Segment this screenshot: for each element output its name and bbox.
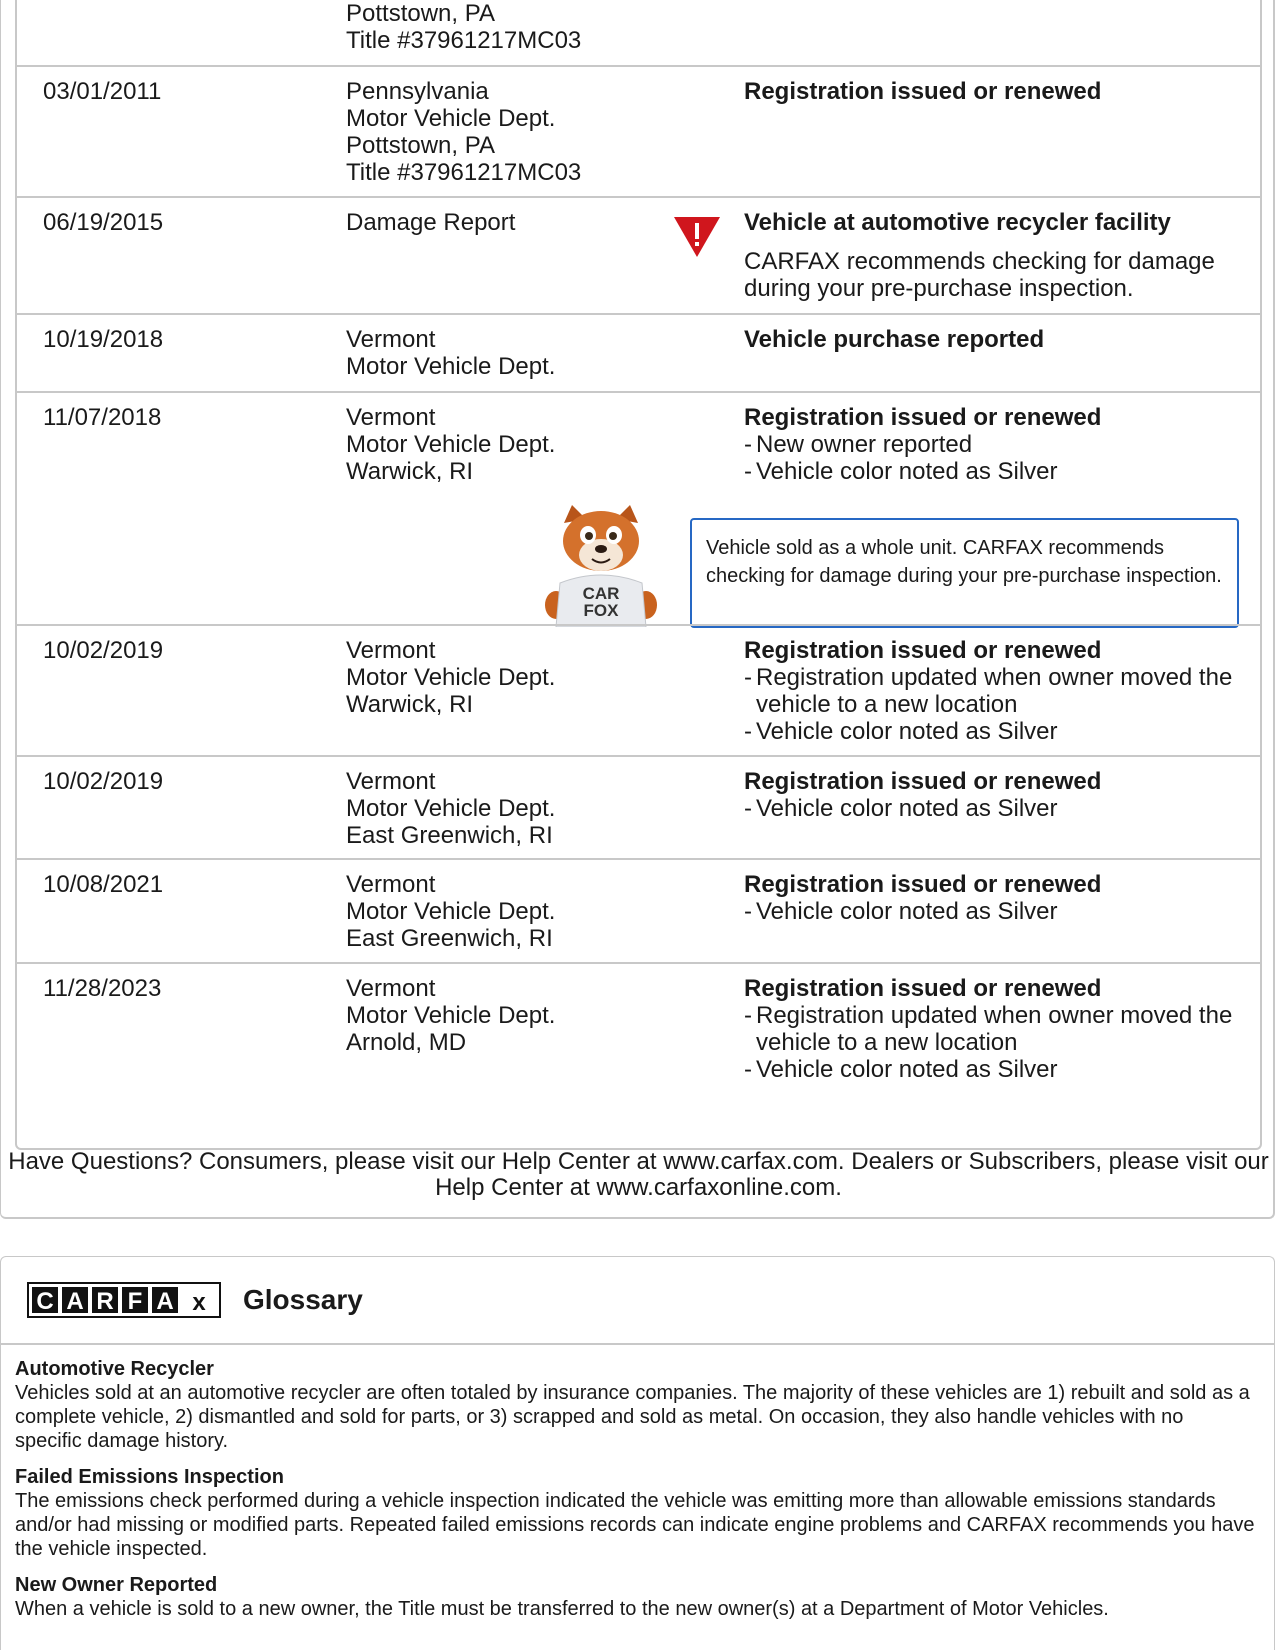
term-name: New Owner Reported xyxy=(15,1574,218,1596)
record-date: 06/19/2015 xyxy=(43,209,164,236)
glossary-term xyxy=(15,1573,1255,1621)
source-line: East Greenwich, RI xyxy=(346,822,553,849)
record-comments xyxy=(744,326,1254,353)
source-line: Warwick, RI xyxy=(346,458,474,485)
record-bullet: - Vehicle color noted as Silver xyxy=(744,898,1058,925)
record-comments xyxy=(744,637,1254,745)
table-row xyxy=(17,624,1260,755)
record-bullet: - Vehicle color noted as Silver xyxy=(744,718,1058,745)
carfox-mascot-icon xyxy=(542,505,660,627)
glossary-term xyxy=(15,1357,1255,1453)
source-line: Motor Vehicle Dept. xyxy=(346,431,556,458)
table-row-fragment xyxy=(17,0,1260,65)
mascot-shirt-text: FOX xyxy=(583,601,619,620)
term-name: Automotive Recycler xyxy=(15,1358,214,1380)
record-source xyxy=(346,975,676,1056)
record-title: Registration issued or renewed xyxy=(744,768,1102,795)
help-center-text: Have Questions? Consumers, please visit our Help Center at www.carfax.com. Dealers or Subscribers, please visit our Help Center at www.carfaxonline.com. xyxy=(8,1148,1269,1201)
record-title: Registration issued or renewed xyxy=(744,871,1102,898)
table-row xyxy=(17,313,1260,391)
source-line: Vermont xyxy=(346,637,436,664)
record-source xyxy=(346,209,676,236)
record-date: 10/08/2021 xyxy=(43,871,164,898)
source-line: Motor Vehicle Dept. xyxy=(346,664,556,691)
svg-text:F: F xyxy=(127,1288,143,1315)
source-line: Pottstown, PA xyxy=(346,0,495,27)
carfax-logo xyxy=(27,1282,221,1318)
source-line: Vermont xyxy=(346,326,436,353)
source-line: Pennsylvania xyxy=(346,78,489,105)
source-line: Pottstown, PA xyxy=(346,132,495,159)
record-title: Registration issued or renewed xyxy=(744,404,1102,431)
source-line: Motor Vehicle Dept. xyxy=(346,1002,556,1029)
history-table xyxy=(15,0,1262,1150)
source-line: East Greenwich, RI xyxy=(346,925,553,952)
record-date: 11/07/2018 xyxy=(43,404,162,431)
source-line: Motor Vehicle Dept. xyxy=(346,795,556,822)
record-source xyxy=(346,871,676,952)
record-comments xyxy=(744,209,1254,302)
svg-text:x: x xyxy=(192,1289,206,1316)
record-source xyxy=(346,326,676,380)
term-name: Failed Emissions Inspection xyxy=(15,1466,284,1488)
exclamation-triangle-icon xyxy=(672,215,722,259)
source-line: Title #37961217MC03 xyxy=(346,27,582,54)
svg-text:A: A xyxy=(66,1288,84,1315)
info-callout: Vehicle sold as a whole unit. CARFAX recommends checking for damage during your pre-purchase inspection. xyxy=(690,518,1239,628)
record-source xyxy=(346,404,676,485)
record-comments xyxy=(744,975,1254,1083)
record-date: 10/02/2019 xyxy=(43,768,164,795)
glossary-term xyxy=(15,1465,1255,1561)
glossary-header xyxy=(1,1257,1274,1345)
source-line: Motor Vehicle Dept. xyxy=(346,105,556,132)
record-comments xyxy=(744,78,1254,105)
record-title: Vehicle at automotive recycler facility xyxy=(744,209,1171,236)
record-date: 11/28/2023 xyxy=(43,975,162,1002)
record-source xyxy=(346,768,676,849)
source-line: Warwick, RI xyxy=(346,691,474,718)
record-source xyxy=(346,0,676,54)
table-row xyxy=(17,65,1260,196)
table-row xyxy=(17,391,1260,624)
record-bullet: - Registration updated when owner moved the vehicle to a new location xyxy=(744,664,1233,718)
record-comments xyxy=(744,404,1254,485)
source-line: Arnold, MD xyxy=(346,1029,467,1056)
glossary-title: Glossary xyxy=(243,1284,363,1315)
term-definition: When a vehicle is sold to a new owner, the Title must be transferred to the new owner(s) at a Department of Motor Vehicles. xyxy=(15,1598,1109,1620)
record-title: Vehicle purchase reported xyxy=(744,326,1045,353)
term-definition: The emissions check performed during a vehicle inspection indicated the vehicle was emitting more than allowable emissions standards and/or had missing or modified parts. Repeated failed emissions records can indicate engine problems and CARFAX recommends you have the vehicle inspected. xyxy=(15,1490,1255,1560)
source-line: Vermont xyxy=(346,871,436,898)
source-line: Vermont xyxy=(346,404,436,431)
record-date: 03/01/2011 xyxy=(43,78,162,105)
record-bullet: - New owner reported xyxy=(744,431,973,458)
glossary-terms xyxy=(15,1357,1255,1633)
record-title: Registration issued or renewed xyxy=(744,78,1102,105)
mascot-shirt-text: CAR xyxy=(582,584,620,603)
record-title: Registration issued or renewed xyxy=(744,975,1102,1002)
table-row xyxy=(17,858,1260,962)
record-bullet: - Registration updated when owner moved the vehicle to a new location xyxy=(744,1002,1233,1056)
source-line: Vermont xyxy=(346,975,436,1002)
record-paragraph: CARFAX recommends checking for damage during your pre-purchase inspection. xyxy=(744,248,1215,302)
table-row xyxy=(17,196,1260,313)
record-date: 10/19/2018 xyxy=(43,326,164,353)
record-date: 10/02/2019 xyxy=(43,637,164,664)
source-line: Vermont xyxy=(346,768,436,795)
record-comments xyxy=(744,871,1254,925)
record-bullet: - Vehicle color noted as Silver xyxy=(744,795,1058,822)
record-title: Registration issued or renewed xyxy=(744,637,1102,664)
record-bullet: - Vehicle color noted as Silver xyxy=(744,1056,1058,1083)
table-row xyxy=(17,962,1260,1148)
svg-text:R: R xyxy=(96,1288,114,1315)
record-source xyxy=(346,78,676,186)
record-bullet: - Vehicle color noted as Silver xyxy=(744,458,1058,485)
glossary-section xyxy=(0,1256,1275,1650)
svg-text:A: A xyxy=(156,1288,174,1315)
table-row xyxy=(17,755,1260,858)
term-definition: Vehicles sold at an automotive recycler are often totaled by insurance companies. The majority of these vehicles are 1) rebuilt and sold as a complete vehicle, 2) dismantled and sold for parts, or 3) scrapped and sold as metal. On occasion, they also handle vehicles with no specific damage history. xyxy=(15,1382,1250,1452)
source-line: Damage Report xyxy=(346,209,516,236)
source-line: Motor Vehicle Dept. xyxy=(346,898,556,925)
source-line: Motor Vehicle Dept. xyxy=(346,353,556,380)
svg-text:C: C xyxy=(36,1288,54,1315)
record-comments xyxy=(744,768,1254,822)
source-line: Title #37961217MC03 xyxy=(346,159,582,186)
record-source xyxy=(346,637,676,718)
